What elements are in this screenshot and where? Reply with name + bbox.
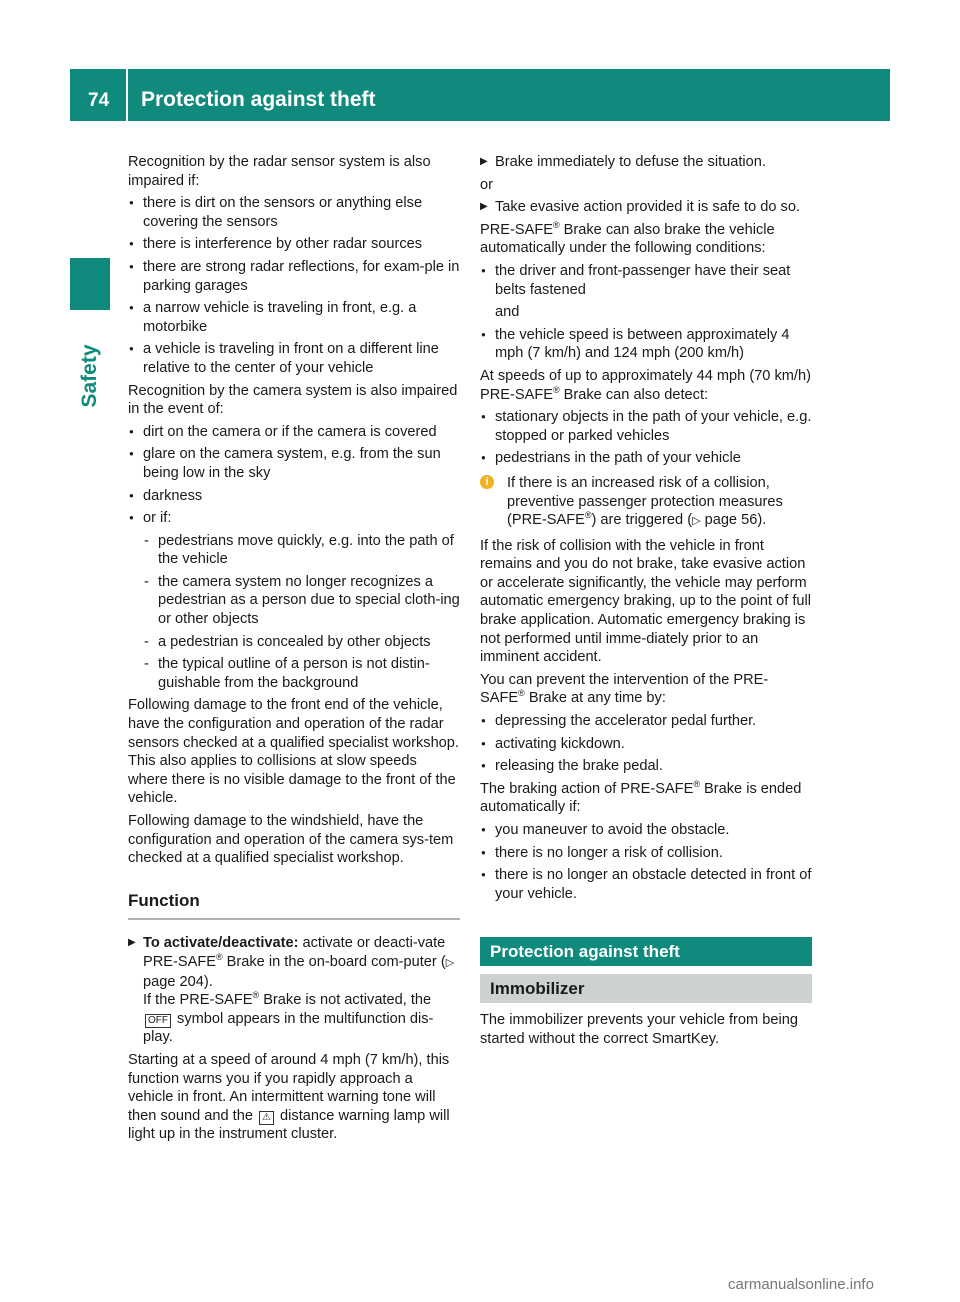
section-tab-marker [70,258,110,310]
damage-front-paragraph: Following damage to the front end of the vehicle, have the configuration and operation of the radar sensors checked at a qualified specialist workshop. This also applies to collisions at slow speeds where there is no visible damage to the front of the vehicle. [128,697,459,807]
auto-brake-intro: PRE-SAFE® Brake can also brake the vehicle automatically under the following conditions: [480,219,775,257]
camera-sub-item: - the camera system no longer recognizes a pedestrian as a person due to special cloth-ing or other objects [128,573,460,629]
page-ref-link[interactable]: page 56). [700,512,767,529]
ended-intro: The braking action of PRE-SAFE® Brake is ended automatically if: [480,778,802,816]
and-text: and [495,304,520,321]
registered-mark: ® [252,990,260,1001]
camera-bullet: ● glare on the camera system, e.g. from the sun being low in the sky [128,445,460,482]
radar-bullet: ● a vehicle is traveling in front on a different line relative to the center of your vehicle [128,340,460,377]
side-section-label: Safety [78,344,101,408]
section-heading: Protection against theft [480,937,812,966]
header-divider [126,69,128,121]
page-ref-arrow-icon: ▷ [445,956,455,969]
detect-bullet: ● stationary objects in the path of your vehicle, e.g. stopped or parked vehicles [480,408,812,445]
registered-mark: ® [584,510,592,521]
detect-bullet: ● pedestrians in the path of your vehicle [480,449,812,468]
camera-bullet: ● dirt on the camera or if the camera is covered [128,423,460,442]
speeds-intro: At speeds of up to approximately 44 mph (70 km/h) PRE-SAFE® Brake can also detect: [480,367,811,403]
camera-bullet: ● darkness [128,487,460,506]
activate-label: To activate/deactivate: [143,935,299,952]
page-ref-arrow-icon: ▷ [692,515,701,528]
function-heading: Function [128,890,200,910]
condition-bullet: ● the driver and front-passenger have their seat belts fastened [480,262,812,299]
radar-bullet: ● there are strong radar reflections, for exam-ple in parking garages [128,258,460,295]
condition-bullet: ● the vehicle speed is between approximately 4 mph (7 km/h) and 124 mph (200 km/h) [480,326,812,363]
brake-step: ▶ Brake immediately to defuse the situation. [480,153,812,172]
page-number: 74 [88,90,110,111]
ended-bullet: ● you maneuver to avoid the obstacle. [480,821,812,840]
prevent-bullet: ● activating kickdown. [480,735,812,754]
prevent-bullet: ● releasing the brake pedal. [480,757,812,776]
footer-watermark: carmanualsonline.info [728,1276,874,1293]
right-column [480,153,812,1053]
info-icon: i [480,475,494,489]
radar-bullet: ● there is interference by other radar sources [128,235,460,254]
registered-mark: ® [518,688,525,699]
prevent-intro: You can prevent the intervention of the PRE-SAFE® Brake at any time by: [480,671,769,707]
or-text: or [480,176,493,193]
camera-sub-item: - the typical outline of a person is not distin-guishable from the background [128,655,460,692]
ended-bullet: ● there is no longer a risk of collision. [480,844,812,863]
distance-warning-lamp-icon: ⚠ [259,1111,274,1125]
left-column [128,153,460,1148]
page-ref-link[interactable]: page 204). [143,973,213,990]
evasive-step: ▶ Take evasive action provided it is safe to do so. [480,198,812,217]
subsection-heading: Immobilizer [480,974,812,1003]
activate-step: ▶ To activate/deactivate: activate or deacti-vate PRE-SAFE® Brake in the on-board com-puter (▷ page 204). If the PRE-SAFE® Brake is not activated, the OFF symbol appears in the multifunction dis-play. [128,934,460,1047]
registered-mark: ® [215,952,223,963]
damage-windshield-paragraph: Following damage to the windshield, have the configuration and operation of the camera sys-tem checked at a qualified specialist workshop. [128,813,454,867]
camera-bullet: ● or if: [128,509,460,528]
radar-bullet: ● a narrow vehicle is traveling in front, e.g. a motorbike [128,299,460,336]
radar-intro: Recognition by the radar sensor system is also impaired if: [128,154,431,189]
risk-paragraph: If the risk of collision with the vehicle in front remains and you do not brake, take evasive action or accelerate significantly, the vehicle may perform automatic emergency braking, up to the point of full brake application. Automatic emergency braking is not performed until imme-diately prior to an imminent accident. [480,537,811,666]
page-title: Protection against theft [141,88,376,111]
camera-sub-item: - pedestrians move quickly, e.g. into the path of the vehicle [128,532,460,569]
registered-mark: ® [552,219,560,230]
info-note: i If there is an increased risk of a collision, preventive passenger protection measures (PRE-SAFE®) are triggered (▷ page 56). [480,474,812,531]
radar-bullet: ● there is dirt on the sensors or anything else covering the sensors [128,194,460,231]
immobilizer-paragraph: The immobilizer prevents your vehicle from being started without the correct SmartKey. [480,1012,798,1047]
heading-rule [128,918,460,920]
pre-safe-off-icon: OFF [145,1014,171,1028]
camera-intro: Recognition by the camera system is also impaired in the event of: [128,382,458,418]
registered-mark: ® [552,384,560,395]
registered-mark: ® [693,778,700,789]
ended-bullet: ● there is no longer an obstacle detected in front of your vehicle. [480,866,812,903]
speed-paragraph: Starting at a speed of around 4 mph (7 km/h), this function warns you if you rapidly approach a vehicle in front. An intermittent warning tone will then sound and the ⚠ distance warning lamp will light up in the instrument cluster. [128,1051,450,1143]
camera-sub-item: - a pedestrian is concealed by other objects [128,633,460,652]
prevent-bullet: ● depressing the accelerator pedal further. [480,712,812,731]
